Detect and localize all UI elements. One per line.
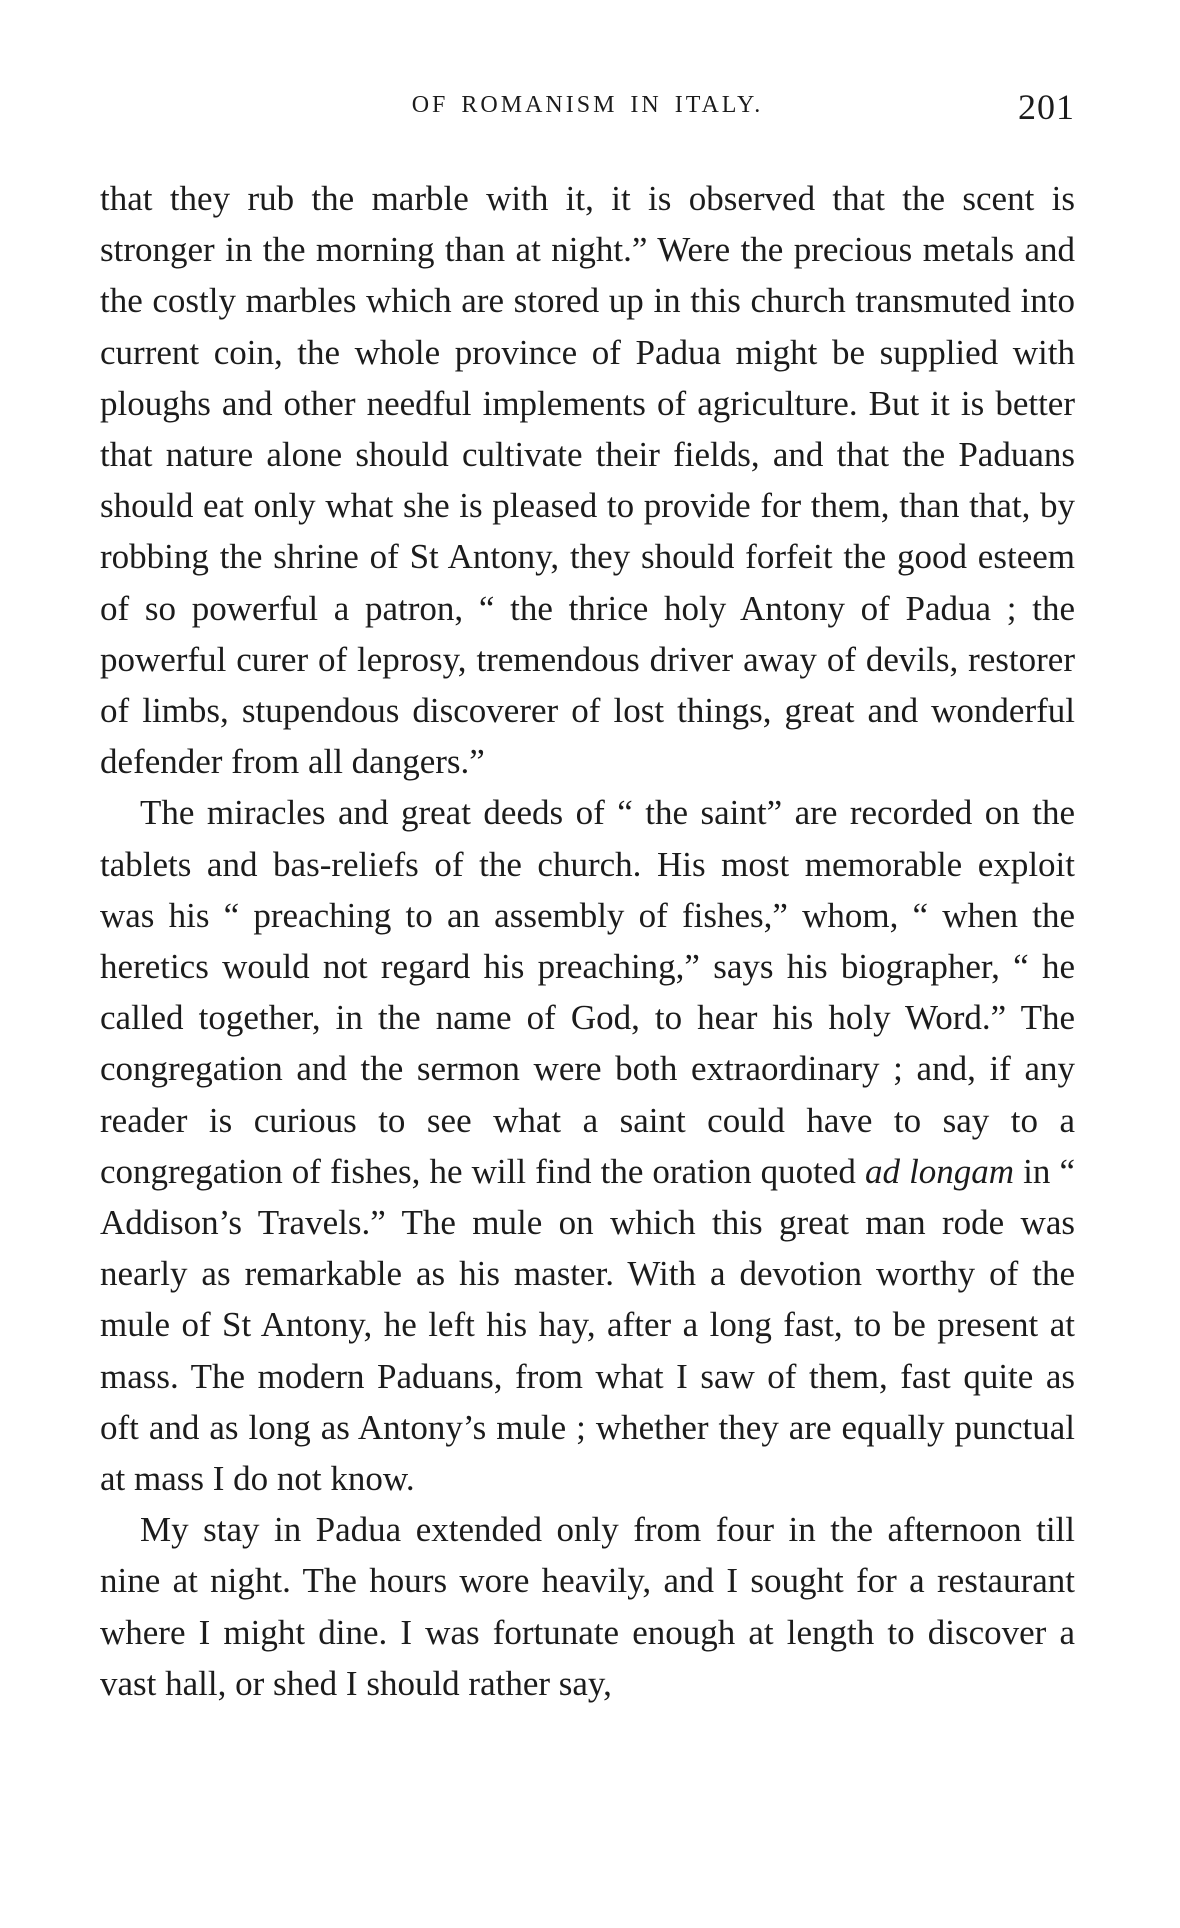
running-title: OF ROMANISM IN ITALY. [411, 92, 764, 118]
running-head [100, 87, 1075, 132]
paragraph-2-text-start: The miracles and great deeds of “ the saint” are recorded on the tablets and bas-reliefs of the church. His most memorable exploit was his “ preaching to an assembly of fishes,” whom, “ when the heretics would not regard his preaching,” says his biographer, “ he called together, in the name of God, to hear his holy Word.” The congregation and the sermon were both extraordinary ; and, if any reader is curious to see what a saint could have to say to a congregation of fishes, he will find the oration quoted [100, 793, 1075, 1191]
paragraph-2 [100, 787, 1075, 1504]
italic-ad-longam: ad longam [865, 1151, 1015, 1191]
paragraph-3: My stay in Padua extended only from four in the afternoon till nine at night. The hours wore heavily, and I sought for a restaurant where I might dine. I was fortunate enough at length to discover a vast hall, or shed I should rather say, [100, 1510, 1075, 1703]
paragraph-1: that they rub the marble with it, it is observed that the scent is stronger in the morning than at night.” Were the precious metals and the costly marbles which are stored up in this church transmuted into current coin, the whole province of Padua might be supplied with ploughs and other needful implements of agriculture. But it is better that nature alone should cultivate their fields, and that the Paduans should eat only what she is pleased to provide for them, than that, by robbing the shrine of St Antony, they should forfeit the good esteem of so powerful a patron, “ the thrice holy Antony of Padua ; the powerful curer of leprosy, tremendous driver away of devils, restorer of limbs, stupendous discoverer of lost things, great and wonderful defender from all dangers.” [100, 179, 1075, 782]
page-number: 201 [1018, 87, 1075, 127]
paragraph-2-text-end: in “ Addison’s Travels.” The mule on which this great man rode was nearly as remarkable as his master. With a devotion worthy of the mule of St Antony, he left his hay, after a long fast, to be present at mass. The modern Paduans, from what I saw of them, fast quite as oft and as long as Antony’s mule ; whether they are equally punctual at mass I do not know. [100, 1151, 1075, 1499]
body-text [100, 173, 1075, 1709]
